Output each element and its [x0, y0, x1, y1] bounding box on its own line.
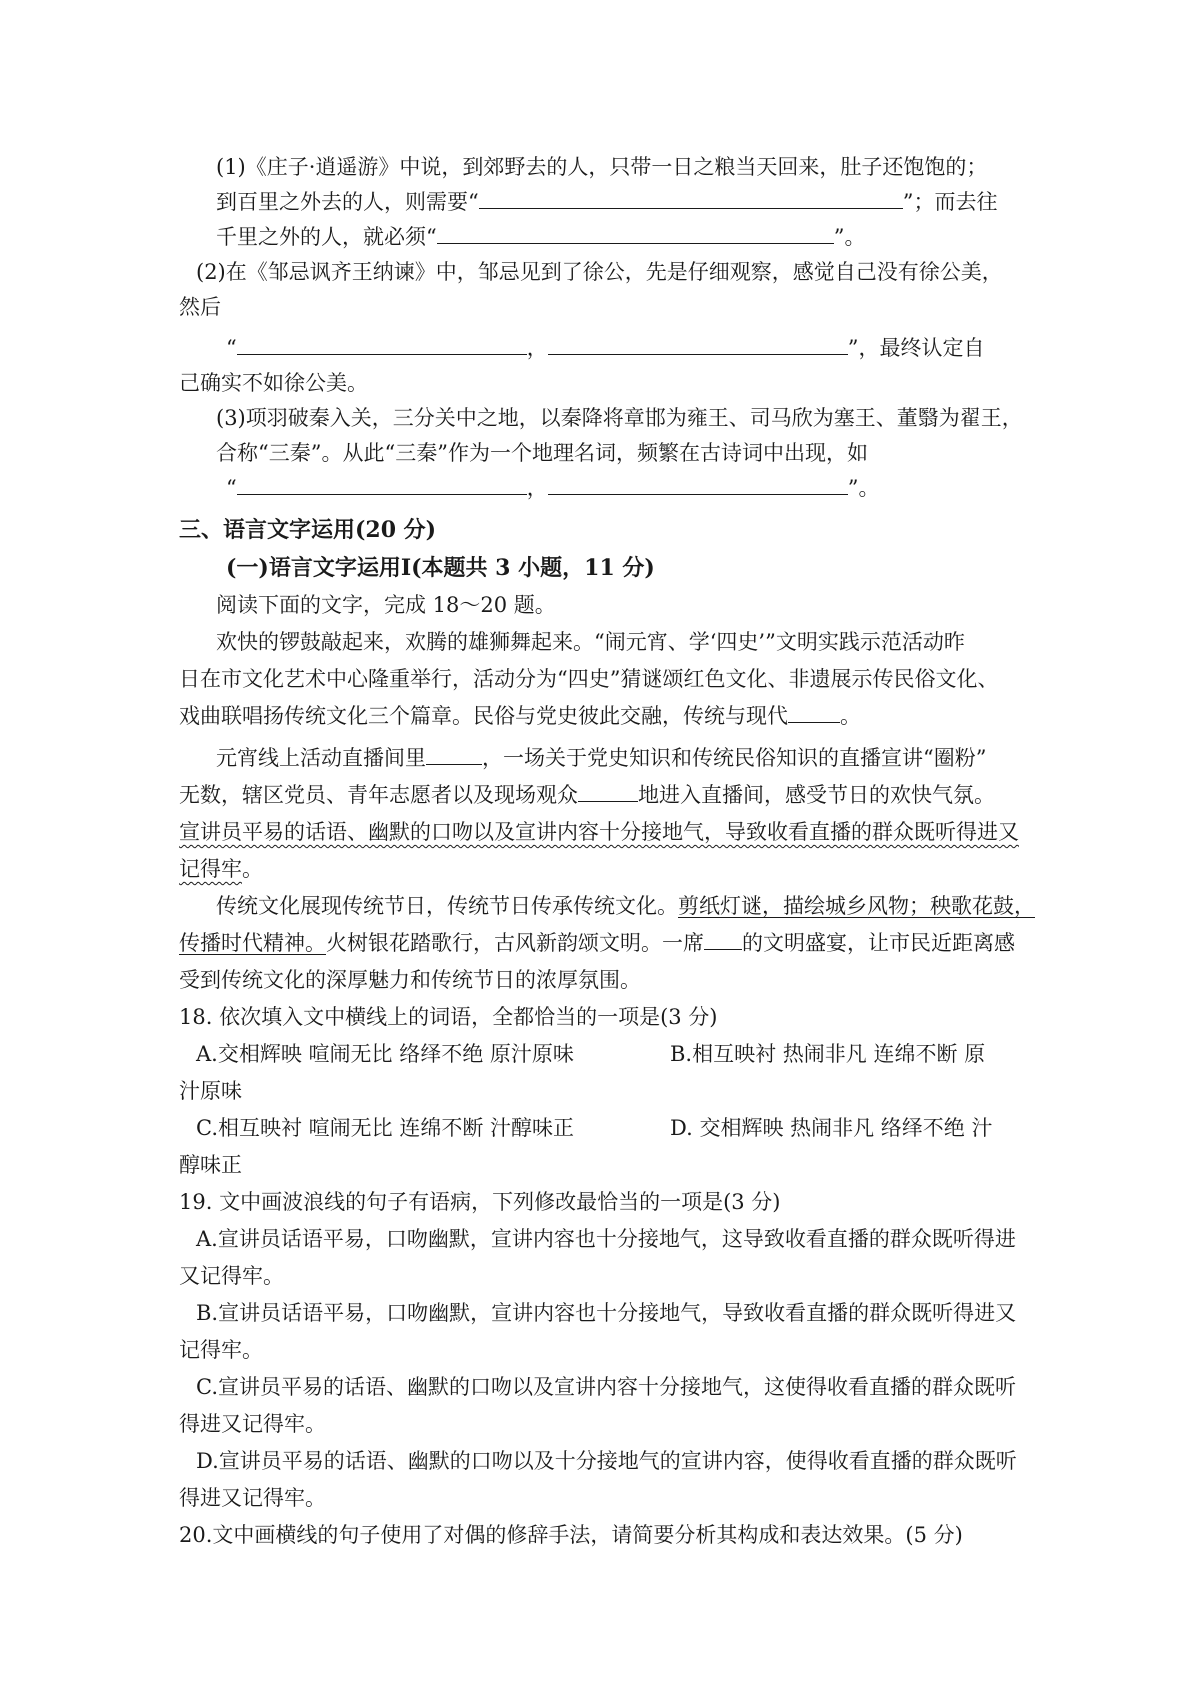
- answer-blank[interactable]: [237, 474, 527, 495]
- passage-p2-line1: 元宵线上活动直播间里 ，一场关于党史知识和传统民俗知识的直播宣讲“圈粉”: [216, 746, 987, 770]
- underlined-couplet-part1: 剪纸灯谜，描绘城乡风物；秧歌花鼓，: [678, 894, 1035, 918]
- answer-blank[interactable]: [548, 474, 848, 495]
- q19-option-b[interactable]: B.宣讲员话语平易，口吻幽默，宣讲内容也十分接地气，导致收看直播的群众既听得进又: [196, 1301, 1017, 1325]
- q17-item3-line1: (3)项羽破秦入关，三分关中之地，以秦降将章邯为雍王、司马欣为塞王、董翳为翟王，: [216, 406, 1023, 430]
- passage-p2-line3: [0, 817, 1200, 847]
- passage-p1-line2: 日在市文化艺术中心隆重举行，活动分为“四史”猜谜颂红色文化、非遗展示传民俗文化、: [179, 667, 999, 691]
- q18-stem: 18. 依次填入文中横线上的词语，全都恰当的一项是(3 分): [179, 1005, 718, 1029]
- passage-p1-line1: 欢快的锣鼓敲起来，欢腾的雄狮舞起来。“闹元宵、学‘四史’”文明实践示范活动昨: [216, 630, 965, 654]
- q19-option-d-cont: 得进又记得牢。: [179, 1486, 326, 1510]
- answer-blank[interactable]: [704, 929, 742, 950]
- answer-blank[interactable]: [426, 744, 482, 765]
- section-subtitle: (一)语言文字运用Ⅰ(本题共 3 小题，11 分): [226, 555, 655, 581]
- q17-item3-line2: 合称“三秦”。从此“三秦”作为一个地理名词，频繁在古诗词中出现，如: [216, 441, 868, 465]
- q18-option-a[interactable]: A.交相辉映 喧闹无比 络绎不绝 原汁原味: [196, 1042, 574, 1066]
- q17-item3-line3: “ ， ”。: [226, 476, 880, 500]
- q17-item2-line2: 然后: [179, 295, 221, 319]
- q17-item1-line3: 千里之外的人，就必须“ ”。: [216, 225, 866, 249]
- section-instruction: 阅读下面的文字，完成 18～20 题。: [216, 593, 556, 617]
- passage-p3-line2: 传播时代精神。火树银花踏歌行，古风新韵颂文明。一席 的文明盛宴，让市民近距离感: [179, 931, 1015, 955]
- passage-p3-line1: 传统文化展现传统节日，传统节日传承传统文化。剪纸灯谜，描绘城乡风物；秧歌花鼓，: [216, 894, 1035, 918]
- q19-option-c-cont: 得进又记得牢。: [179, 1412, 326, 1436]
- answer-blank[interactable]: [788, 702, 840, 723]
- q19-option-d[interactable]: D.宣讲员平易的话语、幽默的口吻以及十分接地气的宣讲内容，使得收看直播的群众既听: [196, 1449, 1017, 1473]
- underlined-couplet-part2: 传播时代精神。: [179, 931, 326, 955]
- wavy-underlined-sentence: 宣讲员平易的话语、幽默的口吻以及宣讲内容十分接地气，导致收看直播的群众既听得进又: [179, 820, 1019, 844]
- q19-stem: 19. 文中画波浪线的句子有语病，下列修改最恰当的一项是(3 分): [179, 1190, 781, 1214]
- q17-item1-text: (1)《庄子·逍遥游》中说，到郊野去的人，只带一日之粮当天回来，肚子还饱饱的；: [216, 155, 988, 179]
- section-title: 三、语言文字运用(20 分): [179, 517, 437, 543]
- q19-option-a-cont: 又记得牢。: [179, 1264, 284, 1288]
- passage-p1-line3: 戏曲联唱扬传统文化三个篇章。民俗与党史彼此交融，传统与现代 。: [179, 704, 861, 728]
- q18-option-c[interactable]: C.相互映衬 喧闹无比 连绵不断 汁醇味正: [196, 1116, 575, 1140]
- answer-blank[interactable]: [479, 188, 903, 209]
- wavy-underlined-sentence-end: 记得牢: [179, 857, 242, 881]
- q18-option-b[interactable]: B.相互映衬 热闹非凡 连绵不断 原: [670, 1042, 986, 1066]
- passage-p3-line3: 受到传统文化的深厚魅力和传统节日的浓厚氛围。: [179, 968, 641, 992]
- q17-item2-line4: 己确实不如徐公美。: [179, 371, 368, 395]
- q19-option-b-cont: 记得牢。: [179, 1338, 263, 1362]
- q19-option-a[interactable]: A.宣讲员话语平易，口吻幽默，宣讲内容也十分接地气，这导致收看直播的群众既听得进: [196, 1227, 1016, 1251]
- q19-option-c[interactable]: C.宣讲员平易的话语、幽默的口吻以及宣讲内容十分接地气，这使得收看直播的群众既听: [196, 1375, 1016, 1399]
- q17-item1-line2: 到百里之外去的人，则需要“ ”；而去往: [216, 190, 998, 214]
- q18-option-d-cont: 醇味正: [179, 1153, 242, 1177]
- q17-item2-line1: (2)在《邹忌讽齐王纳谏》中，邹忌见到了徐公，先是仔细观察，感觉自己没有徐公美，: [196, 260, 1003, 284]
- passage-p2-line4: 记得牢。: [179, 857, 263, 881]
- passage-p2-line2: 无数，辖区党员、青年志愿者以及现场观众 地进入直播间，感受节日的欢快气氛。: [179, 783, 995, 807]
- q20-stem: 20.文中画横线的句子使用了对偶的修辞手法，请简要分析其构成和表达效果。(5 分): [179, 1523, 963, 1547]
- q18-option-d[interactable]: D. 交相辉映 热闹非凡 络绎不绝 汁: [670, 1116, 993, 1140]
- answer-blank[interactable]: [548, 334, 848, 355]
- answer-blank[interactable]: [237, 334, 527, 355]
- answer-blank[interactable]: [437, 223, 834, 244]
- q18-option-b-cont: 汁原味: [179, 1079, 242, 1103]
- answer-blank[interactable]: [578, 781, 638, 802]
- q17-item2-line3: “ ， ”，最终认定自: [226, 336, 985, 360]
- q17-item1-line1: [0, 152, 1200, 182]
